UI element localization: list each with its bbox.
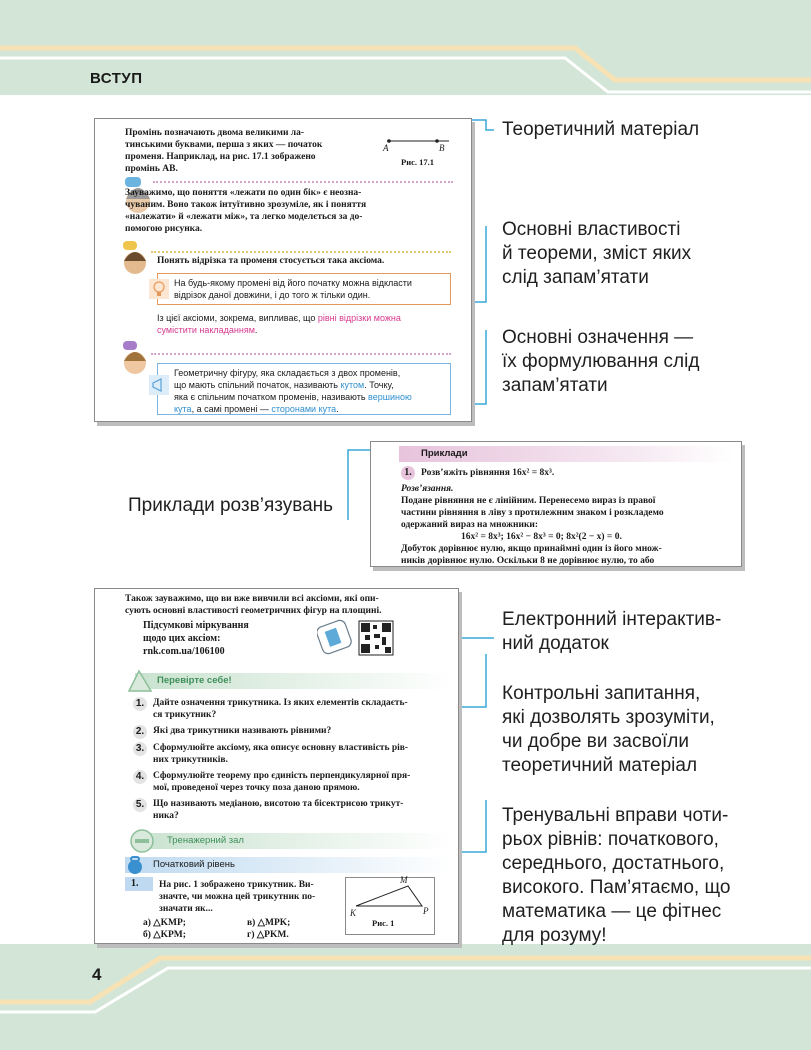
definition-text [174,367,446,415]
text-line: променя. Наприклад, на рис. 17.1 зображено [125,152,316,162]
option-a: а) △KMP; [143,918,186,928]
label-line: запам’ятати [502,375,608,396]
text-span: , а самі промені — [191,404,272,414]
level-title: Початковий рівень [153,859,235,870]
text-line: значте, чи можна цей трикутник по- [159,892,316,902]
app-text [143,619,249,658]
question-number: 5. [133,798,147,812]
text-line: одержаний вираз на множники: [401,520,539,530]
label-line: теоретичний матеріал [502,755,698,776]
check-yourself-title: Перевірте себе! [157,675,232,686]
question-text [153,725,433,737]
point-a-label: A [383,143,389,153]
consequence-text [157,312,457,336]
text-span: . Точку, [364,380,394,390]
app-link[interactable]: rnk.com.ua/106100 [143,646,225,657]
text-line: Які два трикутники називають рівними? [153,726,332,736]
question-number: 1. [133,697,147,711]
example-task [401,466,554,480]
label-line: ний додаток [502,633,609,654]
question-text [153,798,433,822]
label-properties [502,218,691,290]
text-span: що мають спільний початок, називають [174,380,341,390]
option-c: в) △MPK; [247,918,291,928]
term-vertex-cont: кута [174,404,192,414]
axiom-text [174,277,444,301]
label-line: Тренувальні вправи чоти- [502,805,729,826]
highlight-term: рівні відрізки можна [317,313,401,323]
text-line: них трикутників. [153,755,228,765]
text-line: частини рівняння в ліву з протилежним знаком і розкладемо [401,508,664,518]
check-yourself-bar [135,673,453,689]
question-number: 4. [133,770,147,784]
term-vertex: вершиною [368,392,412,402]
text-line: Зауважимо, що поняття «лежати по один бік» є неозна- [125,188,362,198]
label-line: рьох рівнів: початкового, [502,829,719,850]
text-line: Сформулюйте аксіому, яка описує основну властивість рів- [153,743,409,753]
label-line: які дозволять зрозуміти, [502,707,715,728]
axiom-intro: Понять відрізка та променя стосується така аксіома. [157,256,385,266]
lightbulb-icon [148,278,170,300]
section-title: ВСТУП [90,70,143,87]
intro-text [125,127,375,175]
point-p-label: P [423,906,429,916]
app-qr-code[interactable] [317,619,397,659]
label-line: їх формулювання слід [502,351,700,372]
text-line: ників дорівнює нулю. Оскільки 8 не дорівнює нулю, то або [401,556,655,566]
text-line: мої, проведеної через точку поза даною прямою. [153,783,360,793]
examples-tab [399,446,733,462]
figure-caption: Рис. 1 [372,918,395,928]
label-definitions [502,326,699,398]
text-line: сують основні властивості геометричних фігур на площині. [125,606,382,616]
text-line: Також зауважимо, що ви вже вивчили всі аксіоми, які опи- [125,594,379,604]
text-span: яка є спільним початком променів, називають [174,392,369,402]
text-line: Підсумкові міркування [143,620,249,631]
megaphone-icon [148,374,170,396]
term-angle: кутом [340,380,365,390]
label-line: чи добре ви засвоїли [502,731,689,752]
label-line: високого. Пам’ятаємо, що [502,877,731,898]
text-line: відрізок даної довжини, і до того ж тільки один. [174,290,371,300]
exercise-number: 1. [131,878,139,889]
text-line: ся трикутник? [153,710,217,720]
question-text [153,697,433,721]
check-yourself-icon [125,667,155,695]
text-span: . [336,404,339,414]
highlight-term: сумістити накладанням [157,325,255,335]
text-line: Подане рівняння не є лінійним. Перенесемо вираз із правої [401,496,656,506]
axiom-callout [157,273,451,305]
divider [151,251,451,253]
label-examples: Приклади розв’язувань [128,495,334,516]
student-avatar-icon [121,241,151,281]
text-line: промінь AB. [125,164,178,174]
text-line: чуваним. Воно також інтуїтивно зрозуміле, як і поняття [125,200,367,210]
solution-label: Розв’язання. [401,484,454,494]
solution-text [401,495,737,567]
gym-bar [135,833,453,849]
figure-caption: Рис. 17.1 [401,157,434,167]
point-b-label: B [439,143,445,153]
label-line: й теореми, зміст яких [502,243,692,264]
label-line: для розуму! [502,925,607,946]
question-text [153,742,433,766]
examples-excerpt [370,441,742,567]
term-sides: сторонами кута [271,404,337,414]
text-line: тинськими буквами, перша з яких — початок [125,140,323,150]
label-line: слід запам’ятати [502,267,649,288]
label-control [502,682,715,778]
text-line: Сформулюйте теорему про єдиність перпендикулярної пря- [153,771,411,781]
divider [151,353,451,355]
note-text [125,187,445,235]
level-bar [125,857,453,873]
kettlebell-icon [125,855,145,875]
point-k-label: K [350,908,357,918]
text-line: Що називають медіаною, висотою та бісектрисою трикут- [153,799,404,809]
theory-excerpt [94,118,472,422]
examples-tab-label: Приклади [421,448,468,459]
option-b: б) △KPM; [143,930,186,940]
label-line: Основні властивості [502,219,681,240]
teacher-avatar-icon [121,341,151,381]
text-line: помогою рисунка. [125,224,203,234]
definition-callout [157,363,451,415]
label-line: середнього, достатнього, [502,853,725,874]
text-line: Геометричну фігуру, яка складається з двох променів, [174,368,401,378]
formula: 16x² = 8x³; 16x² − 8x³ = 0; 8x²(2 − x) = 0. [461,532,622,542]
question-number: 3. [133,742,147,756]
practice-excerpt [94,588,459,944]
text-line: Дайте означення трикутника. Із яких елементів складаєть- [153,698,408,708]
option-d: г) △PKM. [247,930,289,940]
task-text: Розв’яжіть рівняння 16x² = 8x³. [421,468,555,478]
label-line: Основні означення — [502,327,694,348]
text-line: щодо цих аксіом: [143,633,221,644]
axioms-note [125,593,455,617]
text-line: Добуток дорівнює нулю, якщо принаймні один із його множ- [401,544,662,554]
exercise-number-badge [125,877,153,891]
text-line: «належати» й «лежати між», та легко моделється за до- [125,212,363,222]
example-number: 1. [401,466,415,480]
text-span: Із цієї аксіоми, зокрема, випливає, що [157,313,318,323]
label-line: математика — це фітнес [502,901,722,922]
text-line: На рис. 1 зображено трикутник. Ви- [159,880,314,890]
label-app [502,608,721,656]
text-span: . [254,325,258,335]
label-line: Електронний інтерактив- [502,609,722,630]
dumbbell-icon [127,827,157,855]
divider [153,181,453,183]
question-number: 2. [133,725,147,739]
triangle-figure [345,877,435,935]
question-text [153,770,433,794]
label-theory: Теоретичний матеріал [502,119,700,140]
text-line: значати як... [159,904,213,914]
point-m-label: M [400,875,408,885]
exercise-text [159,879,349,915]
ray-figure [379,131,459,173]
text-line: ника? [153,811,179,821]
page-number: 4 [92,965,102,984]
text-line: Промінь позначають двома великими ла- [125,128,305,138]
text-line: На будь-якому промені від його початку можна відкласти [174,278,412,288]
label-exercises [502,804,730,948]
label-line: Контрольні запитання, [502,683,701,704]
gym-title: Тренажерний зал [167,835,244,846]
